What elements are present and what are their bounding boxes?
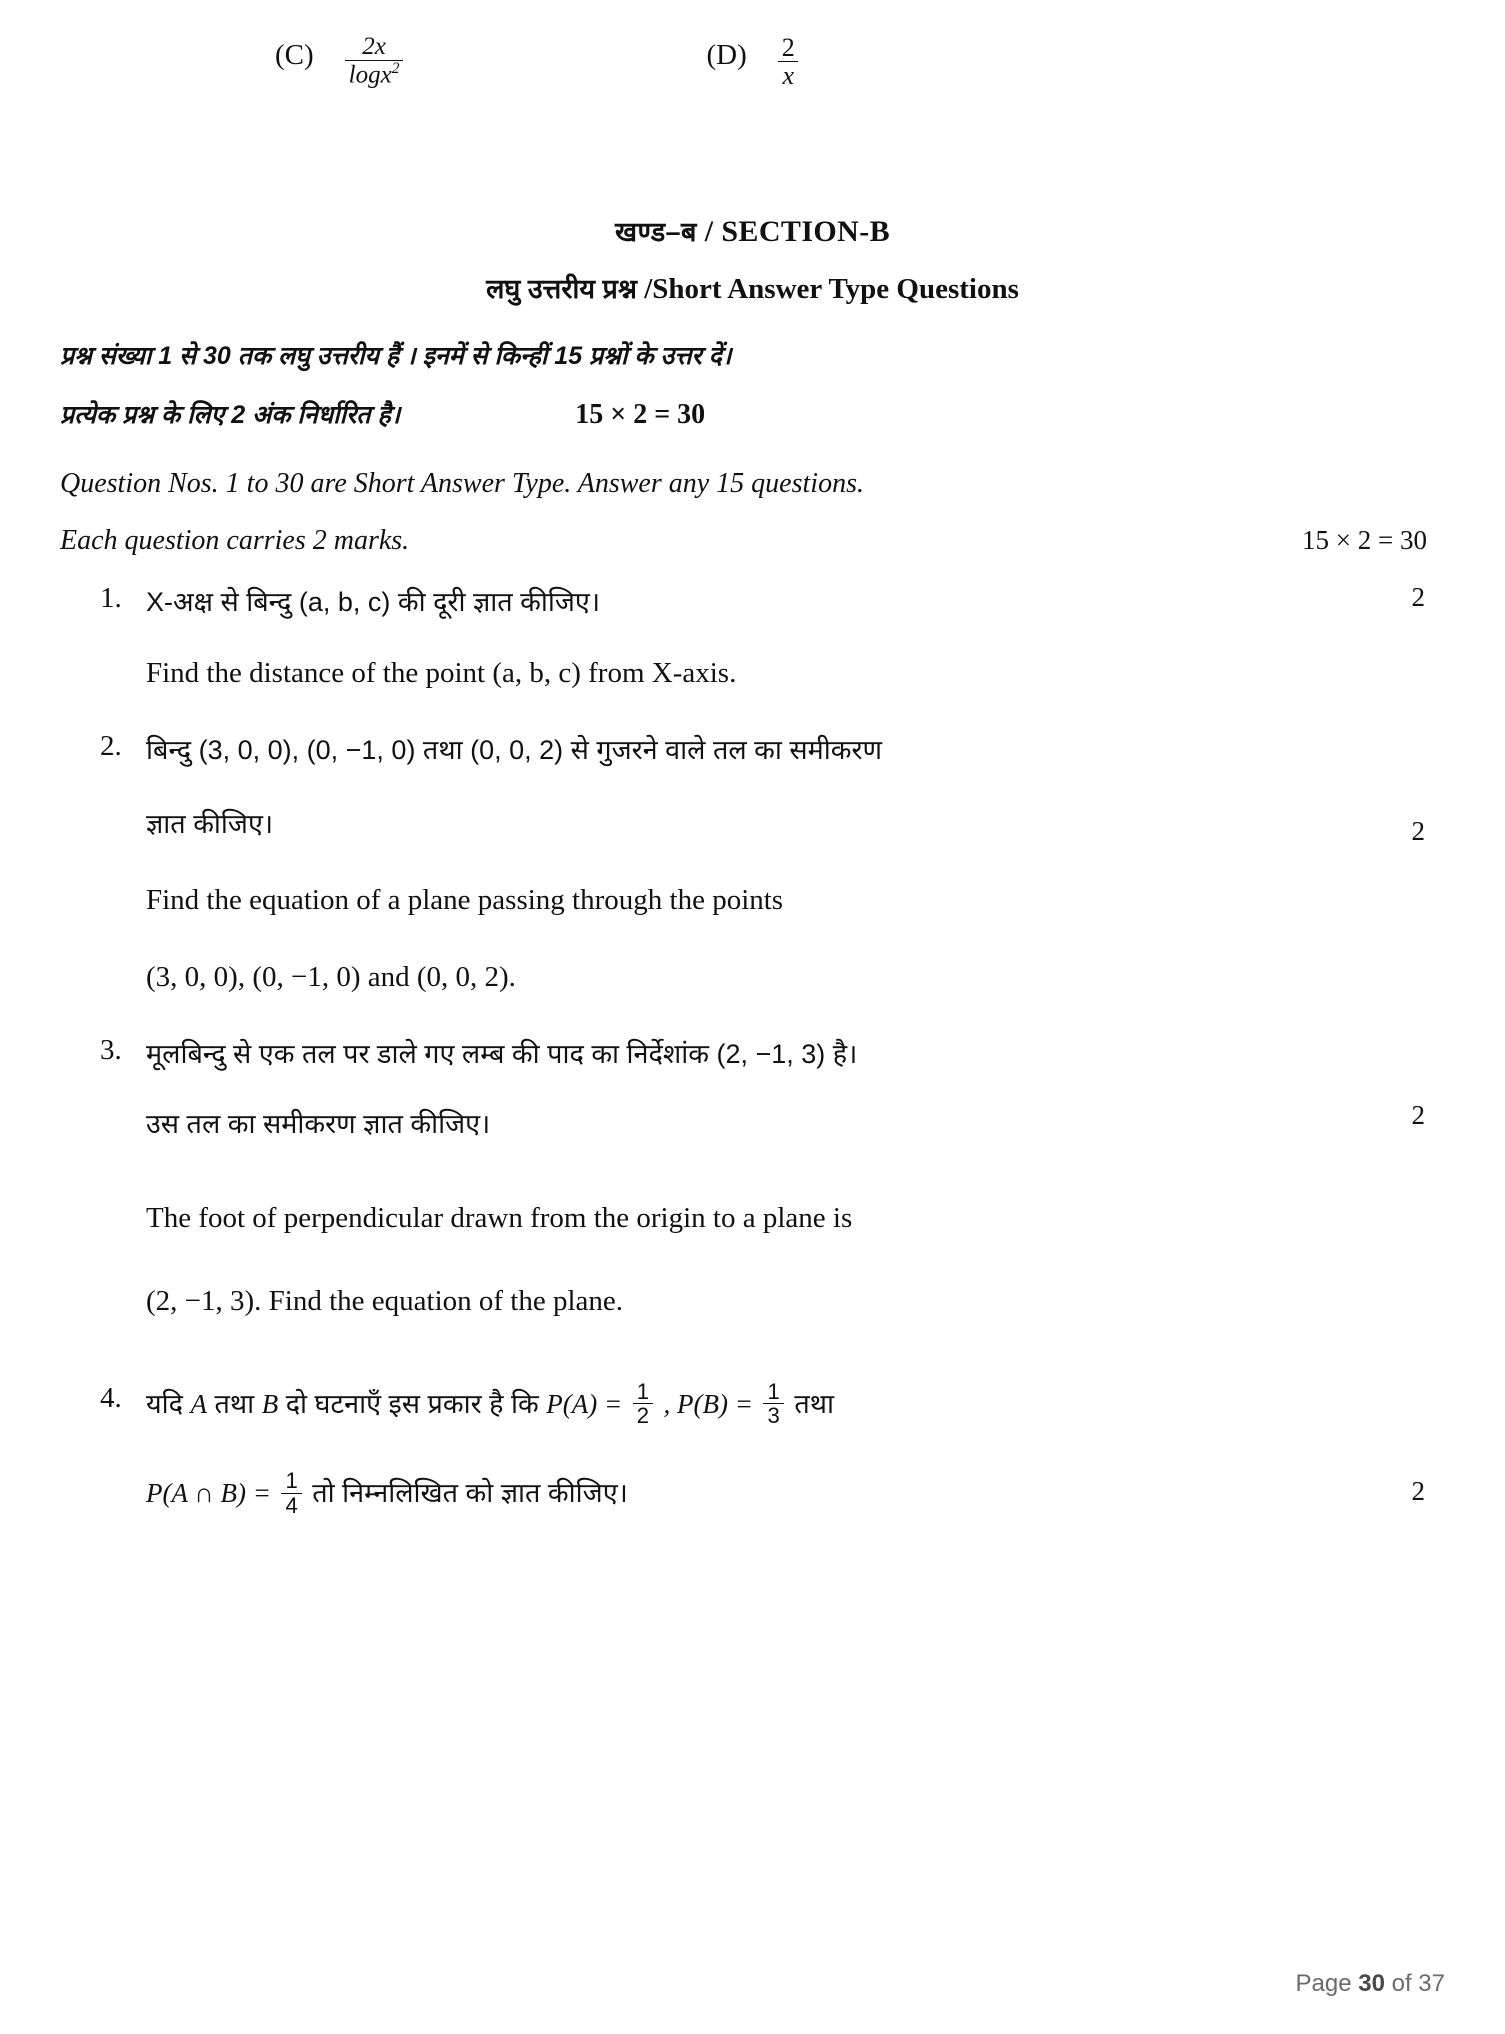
q4-and: तथा	[214, 1388, 255, 1419]
question-4-number: 4.	[100, 1381, 122, 1414]
q4-event-b: B	[261, 1388, 279, 1419]
instruction-hindi-line2: प्रत्येक प्रश्न के लिए 2 अंक निर्धारित है।	[60, 400, 401, 429]
instruction-hindi-marks: 15 × 2 = 30	[575, 398, 706, 430]
question-3-marks: 2	[1411, 1099, 1425, 1130]
option-c-numerator: 2x	[362, 33, 386, 60]
question-2-hindi-line2: ज्ञात कीजिए।	[146, 809, 274, 840]
instruction-english-line2-row	[60, 521, 1445, 560]
q4-such-that: दो घटनाएँ इस प्रकार है कि	[285, 1388, 539, 1419]
instruction-hindi-line2-row	[60, 396, 1445, 434]
question-3-english-line2: (2, −1, 3). Find the equation of the plane.	[146, 1285, 624, 1318]
question-4-marks: 2	[1411, 1475, 1425, 1506]
option-d-fraction	[778, 34, 799, 90]
instruction-english-line2: Each question carries 2 marks.	[60, 524, 410, 556]
question-2-marks: 2	[1411, 815, 1425, 846]
q4-prob-ab-fraction	[281, 1469, 301, 1516]
option-d-label: (D)	[706, 39, 747, 71]
page-footer	[1296, 1970, 1445, 1998]
q4-prob-ab-label: P(A ∩ B) =	[146, 1478, 271, 1509]
q4-tail: तो निम्नलिखित को ज्ञात कीजिए।	[312, 1478, 628, 1509]
q4-and-2: तथा	[794, 1388, 834, 1419]
option-d-numerator: 2	[781, 33, 795, 62]
q4-prob-a-numerator: 1	[636, 1378, 650, 1404]
question-1-marks: 2	[1411, 581, 1425, 612]
question-2-hindi-line1: बिन्दु (3, 0, 0), (0, −1, 0) तथा (0, 0, 2) से गुजरने वाले तल का समीकरण	[146, 734, 883, 765]
section-subtitle-separator: /	[636, 273, 653, 305]
question-2	[60, 730, 1445, 1000]
question-4-hindi-line1	[146, 1378, 1355, 1429]
section-heading	[60, 212, 1445, 249]
section-heading-hindi: खण्ड–ब	[615, 217, 697, 247]
question-3-number: 3.	[100, 1033, 122, 1066]
question-1-english: Find the distance of the point (a, b, c) from X-axis.	[146, 657, 737, 690]
question-2-english-line1: Find the equation of a plane passing through the points	[146, 883, 784, 916]
question-1-hindi: X-अक्ष से बिन्दु (a, b, c) की दूरी ज्ञात कीजिए।	[146, 586, 601, 617]
question-1	[60, 582, 1445, 696]
option-d-denominator: x	[778, 61, 798, 89]
option-c-fraction	[345, 34, 404, 89]
q4-event-a: A	[190, 1388, 208, 1419]
footer-prefix: Page	[1295, 1970, 1359, 1997]
section-subtitle	[60, 269, 1445, 306]
section-heading-separator: /	[696, 215, 722, 248]
q4-prob-a-label: P(A) =	[546, 1388, 623, 1419]
q4-prob-b-denominator: 3	[763, 1403, 783, 1427]
question-4-hindi-line2	[146, 1468, 1355, 1518]
q4-if: यदि	[146, 1388, 183, 1419]
footer-suffix: of 37	[1384, 1970, 1445, 1997]
q4-prob-b-label: , P(B) =	[663, 1388, 753, 1419]
question-3-hindi-line2: उस तल का समीकरण ज्ञात कीजिए।	[146, 1109, 491, 1140]
q4-prob-b-numerator: 1	[767, 1378, 780, 1404]
question-3-english-line1: The foot of perpendicular drawn from the origin to a plane is	[146, 1201, 853, 1234]
q4-prob-a-denominator: 2	[633, 1403, 653, 1427]
q4-prob-a-fraction	[633, 1380, 653, 1427]
question-2-english-line2: (3, 0, 0), (0, −1, 0) and (0, 0, 2).	[146, 961, 516, 994]
section-heading-english: SECTION-B	[721, 215, 890, 248]
option-d	[706, 34, 801, 90]
question-3	[60, 1034, 1445, 1324]
mcq-options-row	[60, 0, 1445, 120]
instruction-english-marks: 15 × 2 = 30	[1302, 524, 1427, 555]
instruction-english-line1: Question Nos. 1 to 30 are Short Answer Type. Answer any 15 questions.	[60, 467, 864, 499]
footer-current-page: 30	[1358, 1970, 1385, 1997]
q4-prob-b-fraction	[763, 1380, 783, 1427]
instruction-hindi-line1: प्रश्न संख्या 1 से 30 तक लघु उत्तरीय हैं । इनमें से किन्हीं 15 प्रश्नों के उत्तर दें।	[60, 342, 732, 370]
section-subtitle-english: Short Answer Type Questions	[652, 273, 1019, 305]
question-2-number: 2.	[100, 729, 122, 762]
section-subtitle-hindi: लघु उत्तरीय प्रश्न	[486, 274, 637, 304]
option-c-denominator-exponent: 2	[391, 60, 400, 78]
option-c-label: (C)	[275, 39, 314, 71]
question-3-hindi-line1: मूलबिन्दु से एक तल पर डाले गए लम्ब की पाद का निर्देशांक (2, −1, 3) है।	[146, 1038, 858, 1069]
q4-prob-ab-numerator: 1	[285, 1468, 298, 1494]
option-c-denominator: logx$^2$	[345, 60, 404, 89]
question-4	[60, 1378, 1445, 1519]
question-list	[60, 582, 1445, 1519]
q4-prob-ab-denominator: 4	[281, 1493, 301, 1517]
option-c	[275, 34, 406, 89]
question-1-number: 1.	[100, 581, 122, 614]
